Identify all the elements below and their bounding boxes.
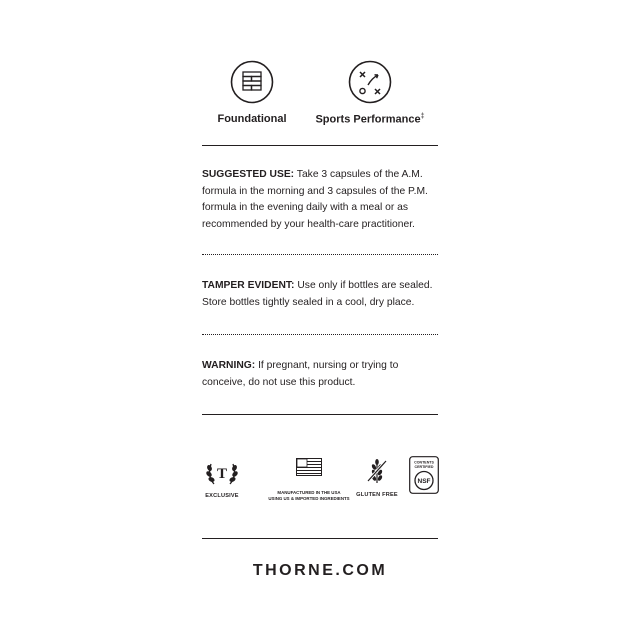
exclusive-label: EXCLUSIVE [205,493,239,499]
category-label: Foundational [217,113,287,125]
warning-section [202,358,442,391]
divider [202,145,438,146]
tamper-evident-section [202,278,442,311]
nsf-certified-badge [408,456,440,499]
exclusive-letter: T [216,466,228,482]
gluten-free-label: GLUTEN FREE [356,492,398,498]
tamper-evident-text: Use only if bottles are sealed. Store bottles tightly sealed in a cool, dry place. [202,280,433,308]
nsf-top: CONTENTS [414,460,434,465]
wheat-crossed-icon [365,458,389,484]
exclusive-badge [196,456,248,500]
gluten-free-badge [352,458,402,499]
dotted-divider [202,334,438,335]
suggested-use-text: Take 3 capsules of the A.M. formula in the morning and 3 capsules of the P.M. formula in the evening daily with a meal or as recommended by your health-care practitioner. [202,169,428,230]
usa-line2: USING US & IMPORTED INGREDIENTS [268,496,350,501]
laurel-wreath-icon [204,456,240,488]
foundational-blocks-icon [230,60,274,104]
tamper-evident-heading: TAMPER EVIDENT: [202,280,295,291]
usa-badge [262,458,356,502]
badges-row [196,456,446,516]
nsf-seal-icon [409,456,439,494]
divider [202,414,438,415]
website-url: THORNE.COM [252,562,388,579]
usa-line1: MANUFACTURED IN THE USA [277,490,341,495]
nsf-mark: NSF [417,478,431,485]
category-label: Sports Performance‡ [315,113,425,126]
nsf-mid: CERTIFIED [414,465,434,469]
category-sports-performance [300,60,440,126]
warning-text: If pregnant, nursing or trying to conceive, do not use this product. [202,360,399,388]
suggested-use-heading: SUGGESTED USE: [202,169,295,180]
warning-heading: WARNING: [202,360,256,371]
divider [202,538,438,539]
us-flag-icon [296,458,322,476]
suggested-use-section [202,167,442,233]
sports-play-icon [348,60,392,104]
dotted-divider [202,254,438,255]
